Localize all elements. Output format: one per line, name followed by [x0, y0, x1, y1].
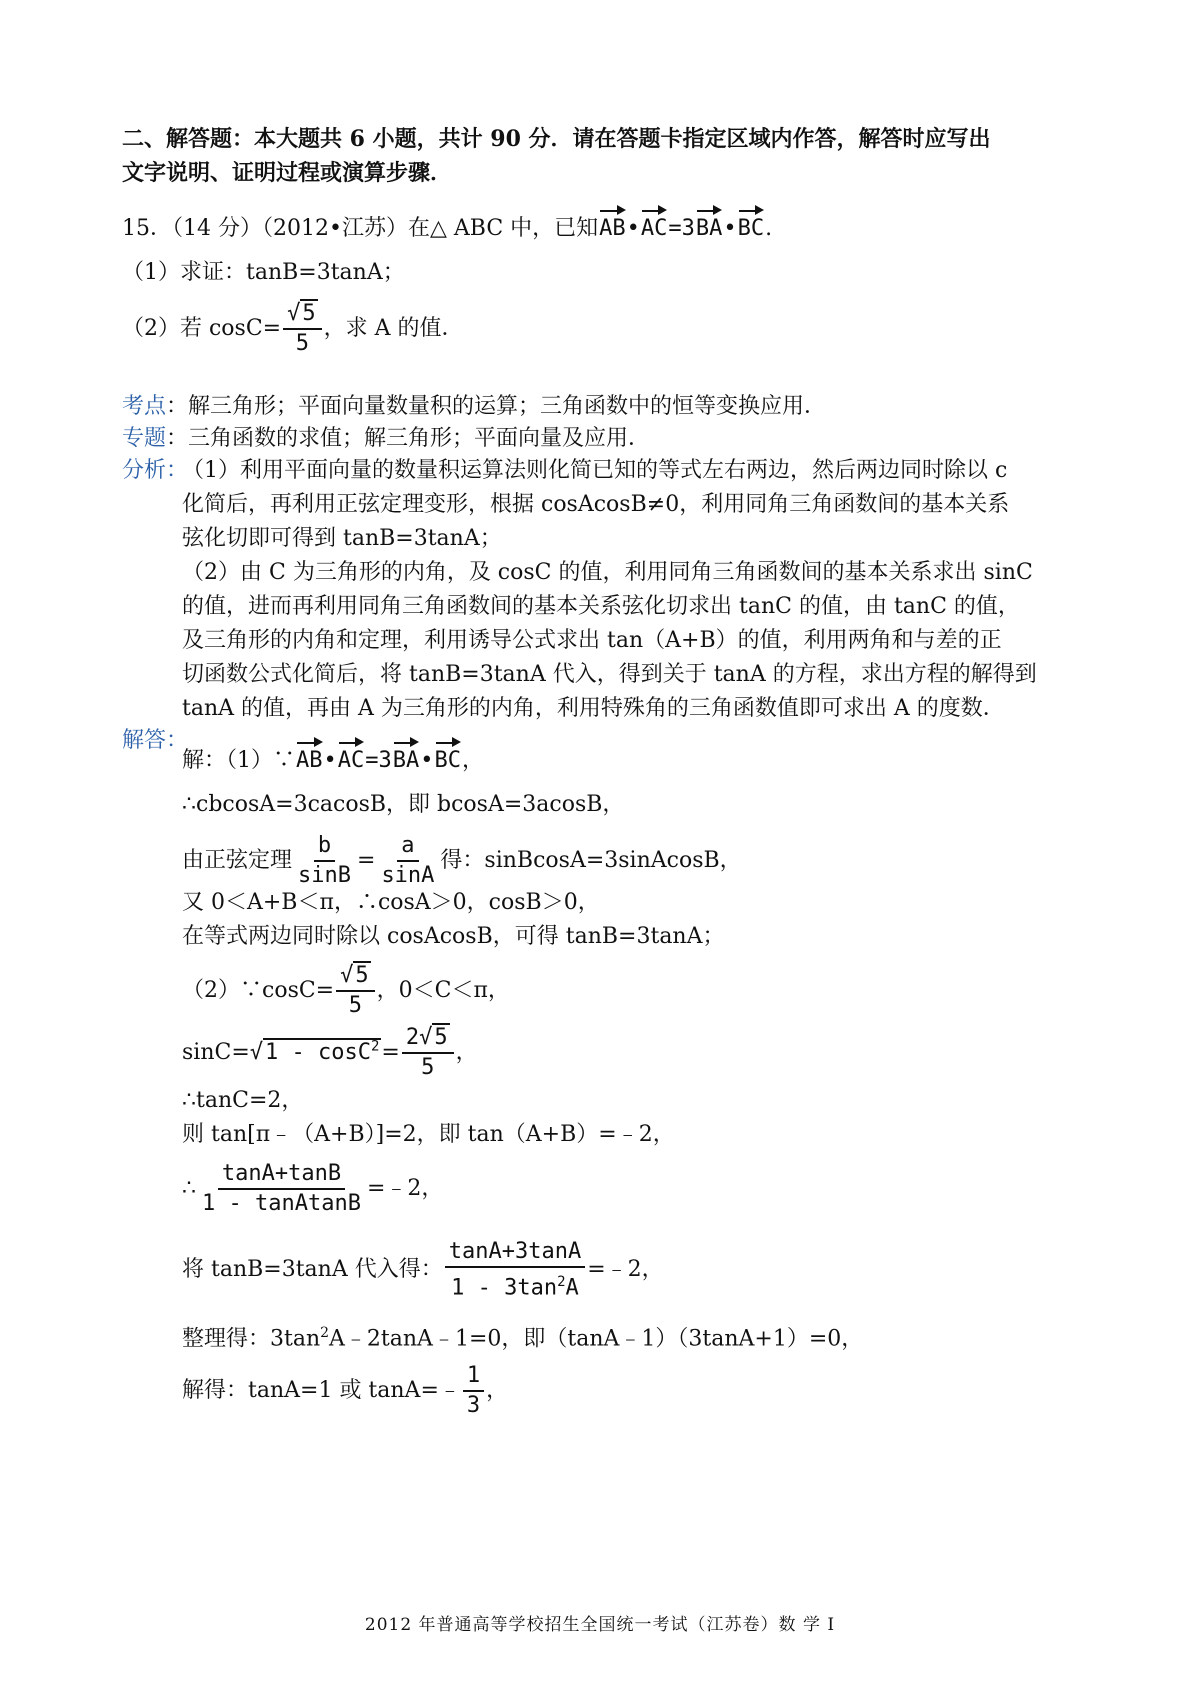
solution-step5: 在等式两边同时除以 cosAcosB，可得 tanB=3tanA；	[182, 924, 725, 949]
fenxi-line: 弦化切即可得到 tanB=3tanA；	[182, 526, 502, 551]
vector-ba: BA	[696, 208, 723, 244]
kaodian-row: 考点：解三角形；平面向量数量积的运算；三角函数中的恒等变换应用．	[122, 394, 827, 419]
fenxi-line: 化简后，再利用正弦定理变形，根据 cosAcosB≠0，利用同角三角函数间的基本关系	[182, 492, 1010, 517]
section-header-line1: 二、解答题：本大题共 6 小题，共计 90 分．请在答题卡指定区域内作答，解答时应写出	[122, 126, 991, 152]
zhuanti-label: 专题	[122, 426, 167, 451]
kaodian-label: 考点	[122, 394, 167, 419]
jieda-label: 解答：	[122, 728, 189, 753]
section-header-line2: 文字说明、证明过程或演算步骤．	[122, 160, 453, 186]
vector-ab: AB	[599, 208, 626, 244]
solution-step3: 由正弦定理 $\frac{b}{\sin B}$ = $\frac{a}{\sin A}$ 得：sinBcosA=3sinAcosB，	[182, 833, 742, 888]
fraction-sqrt5-over-5: $\frac{√5}{5}$	[283, 300, 322, 358]
fenxi-label: 分析：	[122, 458, 189, 483]
solution-step9: 则 tan[π﹣（A+B）]=2，即 tan（A+B）=﹣2，	[182, 1122, 675, 1147]
fenxi-line: 切函数公式化简后，将 tanB=3tanA 代入，得到关于 tanA 的方程，求出方程的解得到	[182, 662, 1037, 687]
problem-statement: 15．（14 分）（2012•江苏）在△ ABC 中，已知AB•AC=3BA•BC.	[122, 208, 772, 244]
fenxi-line: 的值，进而再利用同角三角函数间的基本关系弦化切求出 tanC 的值，由 tanC 的值，	[182, 594, 1020, 619]
solution-step7: sinC=√1 - cosC$^2$= $\frac{2√5}{5}$ ，	[182, 1025, 478, 1080]
fenxi-line: （2）由 C 为三角形的内角，及 cosC 的值，利用同角三角函数间的基本关系求出 sinC	[182, 560, 1033, 585]
solution-step1: 解：（1）∵AB•AC=3BA•BC，	[182, 740, 484, 776]
solution-step4: 又 0＜A+B＜π，∴cosA＞0，cosB＞0，	[182, 890, 600, 915]
solution-step11: 将 tanB=3tanA 代入得： $\frac{\tan A+3\tan A}{1 - 3\tan^2A}$ =﹣2，	[182, 1239, 664, 1301]
solution-step12: 整理得：$3\tan^2A﹣2\tan A﹣1=0$，即（tanA﹣1）（3tanA+1）=0，	[182, 1325, 864, 1352]
vector-ac: AC	[641, 208, 668, 244]
fenxi-line: 及三角形的内角和定理，利用诱导公式求出 tan（A+B）的值，利用两角和与差的正	[182, 628, 1002, 653]
fenxi-line: （1）利用平面向量的数量积运算法则化简已知的等式左右两边，然后两边同时除以 c	[182, 458, 1008, 483]
vector-bc: BC	[738, 208, 765, 244]
solution-step10: ∴ $\frac{\tan A+\tan B}{\text{1 - tanAtanB}}$ =﹣2，	[182, 1161, 444, 1216]
zhuanti-row: 专题：三角函数的求值；解三角形；平面向量及应用．	[122, 426, 651, 451]
problem-part2: （2）若 cosC= $\frac{√5}{5}$ ，求 A 的值．	[122, 301, 464, 356]
fenxi-line: tanA 的值，再由 A 为三角形的内角，利用特殊角的三角函数值即可求出 A 的度数．	[182, 696, 1005, 721]
solution-step6: （2）∵cosC= $\frac{√5}{5}$ ，0＜C＜π，	[182, 963, 510, 1018]
problem-part1: （1）求证：tanB=3tanA；	[122, 260, 405, 285]
page-footer: 2012 年普通高等学校招生全国统一考试（江苏卷）数 学 I	[364, 1615, 836, 1635]
solution-step13: 解得：tanA=1 或 tanA=﹣ $\frac{1}{3}$ ，	[182, 1363, 509, 1418]
solution-step8: ∴tanC=2，	[182, 1088, 304, 1113]
solution-step2: ∴cbcosA=3cacosB，即 bcosA=3acosB，	[182, 792, 625, 817]
